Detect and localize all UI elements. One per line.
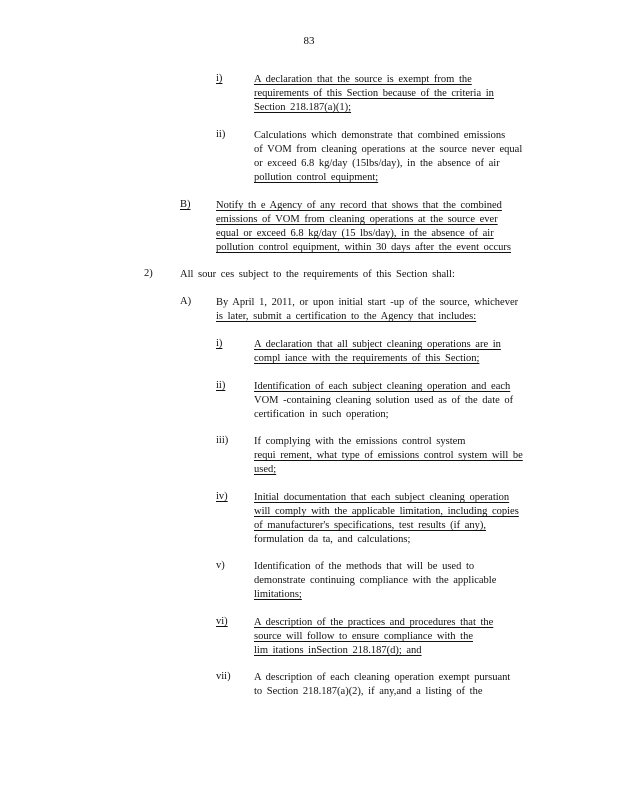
item-marker: i) xyxy=(216,338,223,349)
paragraph-line: emissions of VOM from cleaning operations at the source ever xyxy=(216,214,498,225)
paragraph-line: Calculations which demonstrate that combined emissions xyxy=(254,130,506,141)
item-paragraph xyxy=(254,129,522,185)
paragraph-line: source will follow to ensure compliance with the xyxy=(254,631,473,642)
item-marker: iii) xyxy=(216,435,229,446)
paragraph-line: or exceed 6.8 kg/day (15lbs/day), in the absence of air xyxy=(254,158,500,169)
paragraph-line: Notify th e Agency of any record that shows that the combined xyxy=(216,200,502,211)
paragraph-line: If complying with the emissions control system xyxy=(254,436,466,447)
paragraph-line: formulation da ta, and calculations; xyxy=(254,534,411,545)
item-marker: B) xyxy=(180,199,191,210)
paragraph-line: requirements of this Section because of the criteria in xyxy=(254,88,494,99)
paragraph-line: A declaration that all subject cleaning operations are in xyxy=(254,339,501,350)
paragraph-line: certification in such operation; xyxy=(254,409,389,420)
paragraph-line: Identification of the methods that will be used to xyxy=(254,561,475,572)
item-marker: 2) xyxy=(144,268,153,279)
paragraph-line: is later, submit a certification to the Agency that includes: xyxy=(216,311,477,322)
item-marker: ii) xyxy=(216,380,226,391)
paragraph-line: Section 218.187(a)(1); xyxy=(254,102,352,113)
paragraph-line: used; xyxy=(254,464,277,475)
item-paragraph xyxy=(254,671,510,699)
item-paragraph xyxy=(180,268,455,282)
paragraph-line: to Section 218.187(a)(2), if any,and a listing of the xyxy=(254,686,483,697)
paragraph-line: of VOM from cleaning operations at the source never equal xyxy=(254,144,523,155)
item-marker: v) xyxy=(216,560,225,571)
paragraph-line: will comply with the applicable limitation, including copies xyxy=(254,506,519,517)
item-marker: A) xyxy=(180,296,192,307)
paragraph-line: demonstrate continuing compliance with the applicable xyxy=(254,575,497,586)
paragraph-line: All sour ces subject to the requirements of this Section shall: xyxy=(180,269,455,280)
paragraph-line: VOM -containing cleaning solution used as of the date of xyxy=(254,395,514,406)
paragraph-line: A declaration that the source is exempt from the xyxy=(254,74,472,85)
item-paragraph xyxy=(254,560,496,602)
paragraph-line: Initial documentation that each subject cleaning operation xyxy=(254,492,510,503)
item-marker: vii) xyxy=(216,671,231,682)
paragraph-line: limitations; xyxy=(254,589,302,600)
page-number: 83 xyxy=(303,35,315,47)
paragraph-line: pollution control equipment, within 30 days after the event occurs xyxy=(216,242,512,253)
item-paragraph xyxy=(254,380,513,422)
paragraph-line: A description of the practices and procedures that the xyxy=(254,617,494,628)
item-paragraph xyxy=(254,338,501,366)
item-marker: i) xyxy=(216,73,223,84)
item-paragraph xyxy=(216,199,511,255)
item-paragraph xyxy=(254,491,519,547)
paragraph-line: Identification of each subject cleaning operation and each xyxy=(254,381,511,392)
paragraph-line: requi rement, what type of emissions control system will be xyxy=(254,450,523,461)
paragraph-line: lim itations inSection 218.187(d); and xyxy=(254,645,422,656)
item-marker: iv) xyxy=(216,491,228,502)
paragraph-line: A description of each cleaning operation exempt pursuant xyxy=(254,672,511,683)
item-paragraph xyxy=(254,435,523,477)
paragraph-line: pollution control equipment; xyxy=(254,172,379,183)
item-marker: ii) xyxy=(216,129,226,140)
item-marker: vi) xyxy=(216,616,228,627)
item-paragraph xyxy=(254,73,494,115)
paragraph-line: By April 1, 2011, or upon initial start -up of the source, whichever xyxy=(216,297,519,308)
item-paragraph xyxy=(254,616,493,658)
item-paragraph xyxy=(216,296,518,324)
paragraph-line: of manufacturer's specifications, test results (if any), xyxy=(254,520,486,531)
paragraph-line: equal or exceed 6.8 kg/day (15 lbs/day), in the absence of air xyxy=(216,228,494,239)
paragraph-line: compl iance with the requirements of this Section; xyxy=(254,353,480,364)
